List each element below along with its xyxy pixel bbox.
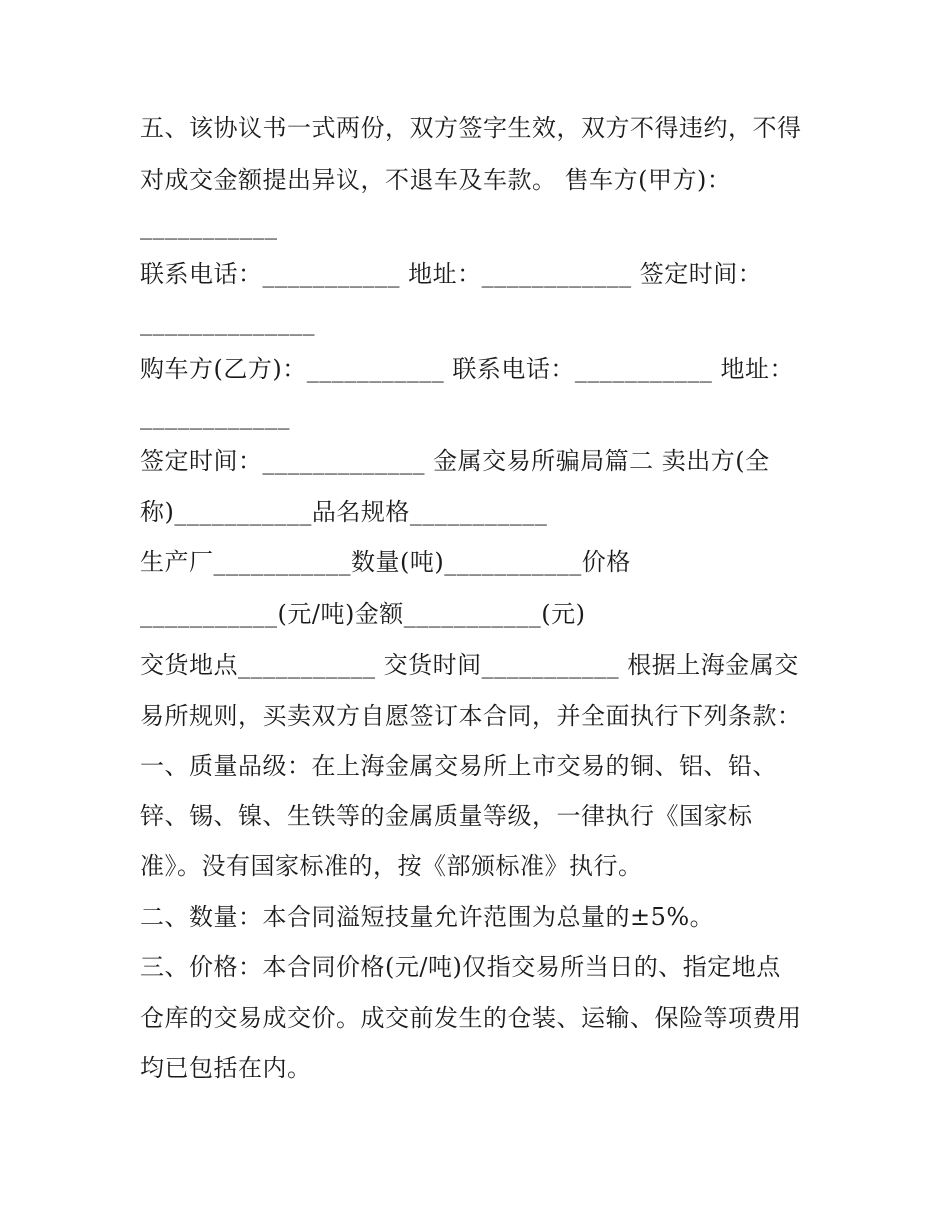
clause-2-line-1: 二、数量：本合同溢短技量允许范围为总量的±5%。 [140,903,715,931]
price-amount-line: ___________(元/吨)金额___________(元) [140,600,586,628]
clause-3-line-1: 三、价格：本合同价格(元/吨)仅指交易所当日的、指定地点 [140,953,781,981]
rules-line: 易所规则，买卖双方自愿签订本合同，并全面执行下列条款： [140,702,802,730]
clause-1-line-1: 一、质量品级：在上海金属交易所上市交易的铜、铝、铅、 [140,752,777,780]
clause-3-line-3: 均已包括在内。 [140,1054,312,1082]
delivery-line: 交货地点___________ 交货时间___________ 根据上海金属交 [140,651,799,679]
seller-contact-line: 联系电话：___________ 地址：____________ 签定时间： [140,260,763,288]
manufacturer-line: 生产厂___________数量(吨)___________价格 [140,548,631,576]
clause-3-line-2: 仓库的交易成交价。成交前发生的仓装、运输、保险等项费用 [140,1004,802,1032]
buyer-date-line: 签定时间：_____________ 金属交易所骗局篇二 卖出方(全 [140,447,770,475]
seller-name-line: 称)___________品名规格___________ [140,498,548,526]
clause-5-line-2: 对成交金额提出异议，不退车及车款。 售车方(甲方)： [140,166,732,194]
seller-date-blank: ______________ [140,308,315,336]
clause-1-line-2: 锌、锡、镍、生铁等的金属质量等级，一律执行《国家标 [140,802,753,830]
buyer-address-blank: ____________ [140,402,290,430]
clause-5-line-1: 五、该协议书一式两份，双方签字生效，双方不得违约，不得 [140,114,802,142]
clause-1-line-3: 准》。没有国家标准的，按《部颁标准》执行。 [140,852,643,880]
seller-signature-blank: ___________ [140,212,278,240]
buyer-contact-line: 购车方(乙方)：___________ 联系电话：___________ 地址： [140,355,794,383]
